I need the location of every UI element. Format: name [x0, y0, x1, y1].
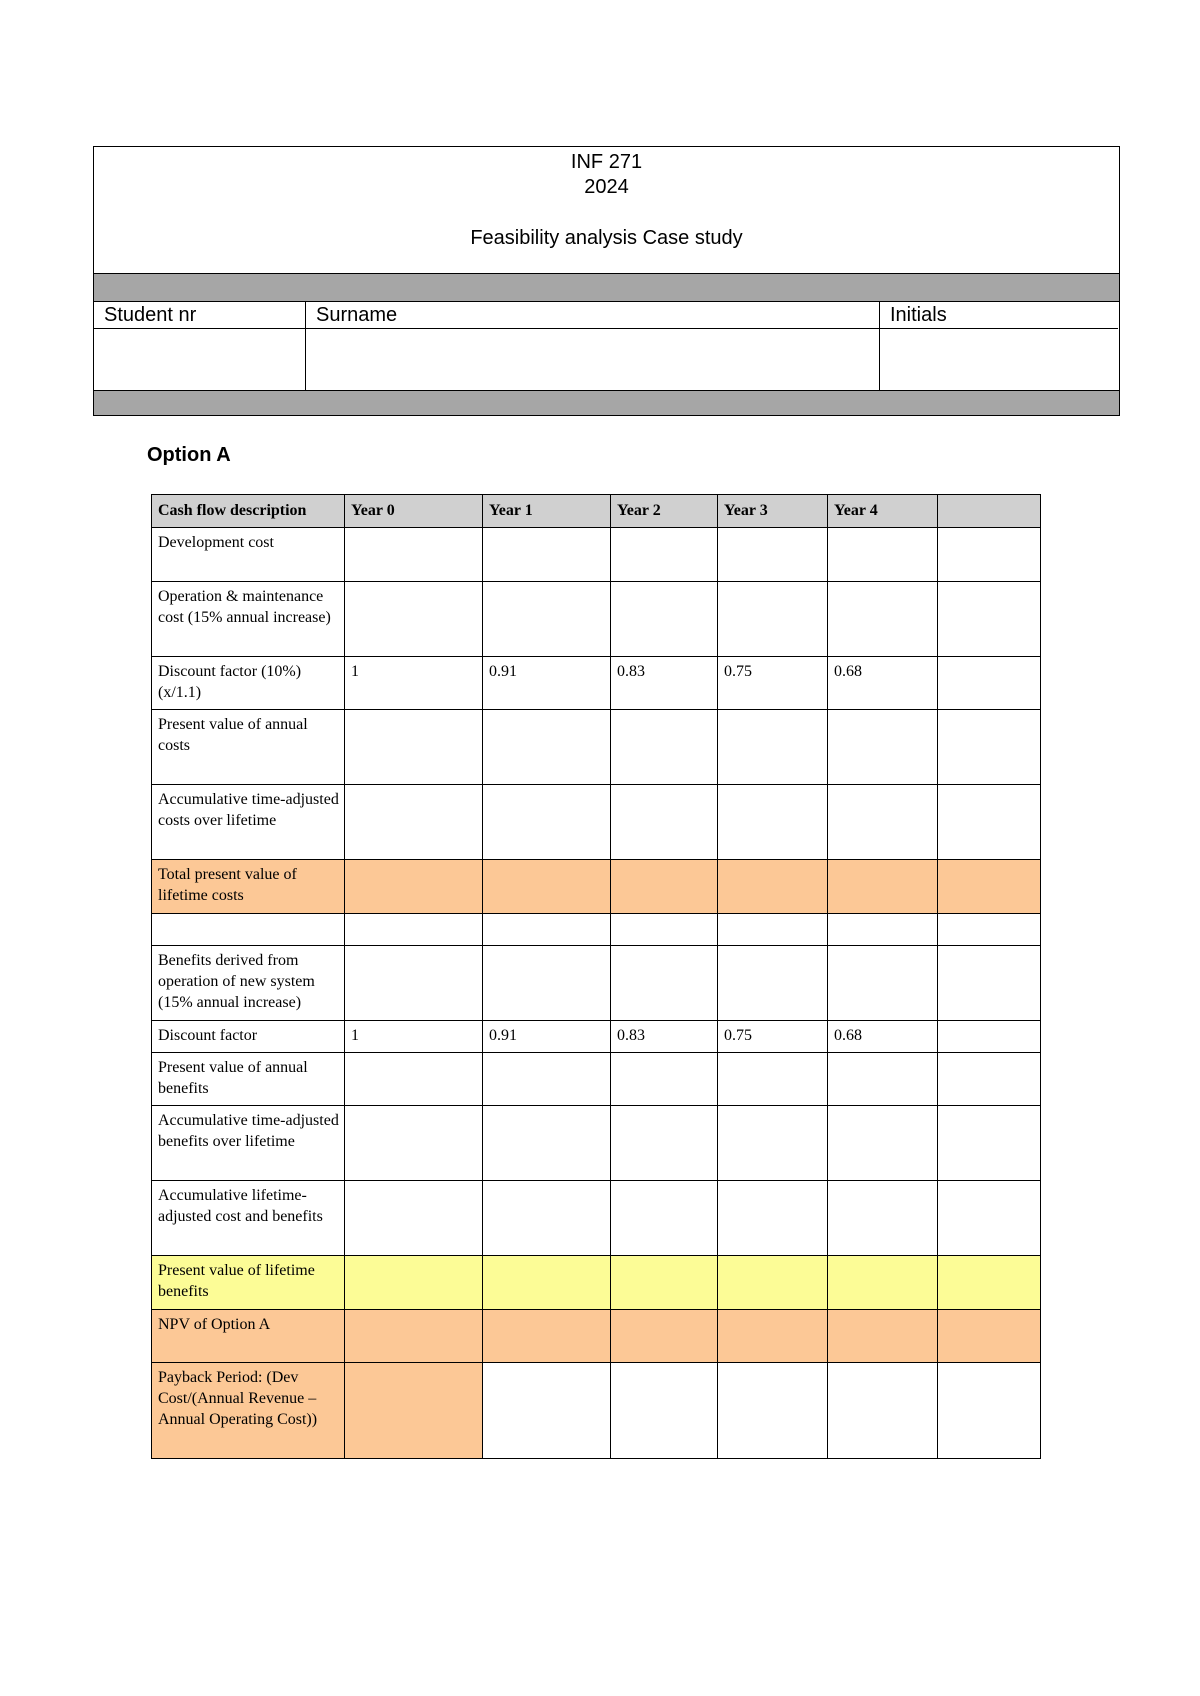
table-cell[interactable]	[611, 1053, 718, 1106]
table-cell[interactable]	[828, 710, 938, 785]
column-header: Year 2	[611, 495, 718, 528]
column-header: Year 1	[483, 495, 611, 528]
surname-label: Surname	[306, 302, 880, 329]
table-cell[interactable]	[718, 1181, 828, 1256]
table-cell[interactable]	[718, 1053, 828, 1106]
table-cell[interactable]	[938, 1021, 1041, 1053]
course-code: INF 271	[570, 151, 643, 173]
table-cell[interactable]	[611, 860, 718, 914]
table-cell[interactable]	[483, 946, 611, 1021]
grey-footer-bar	[94, 390, 1119, 415]
table-cell[interactable]	[483, 1363, 611, 1459]
table-cell[interactable]	[483, 1106, 611, 1181]
table-header-row	[152, 495, 1041, 528]
table-cell[interactable]	[718, 1363, 828, 1459]
table-cell[interactable]	[828, 1310, 938, 1363]
table-row	[152, 1181, 1041, 1256]
table-cell[interactable]	[938, 657, 1041, 710]
table-row	[152, 528, 1041, 582]
table-cell[interactable]: 0.68	[828, 1021, 938, 1053]
table-cell[interactable]	[345, 946, 483, 1021]
table-cell[interactable]: 0.75	[718, 657, 828, 710]
table-cell[interactable]	[938, 946, 1041, 1021]
table-cell[interactable]	[718, 946, 828, 1021]
table-cell[interactable]	[483, 860, 611, 914]
table-cell[interactable]	[718, 1310, 828, 1363]
table-cell[interactable]	[938, 1256, 1041, 1310]
table-cell[interactable]: 0.68	[828, 657, 938, 710]
table-cell[interactable]	[611, 946, 718, 1021]
surname-field[interactable]	[306, 329, 880, 390]
table-cell[interactable]	[718, 582, 828, 657]
table-cell[interactable]	[828, 1181, 938, 1256]
column-header: Year 4	[828, 495, 938, 528]
table-cell[interactable]	[483, 528, 611, 582]
table-row	[152, 946, 1041, 1021]
table-cell[interactable]	[483, 914, 611, 946]
table-row	[152, 1053, 1041, 1106]
student-details-grid	[94, 302, 1119, 390]
table-cell[interactable]	[938, 785, 1041, 860]
table-cell[interactable]	[828, 1053, 938, 1106]
table-cell[interactable]	[718, 914, 828, 946]
cash-flow-table	[151, 494, 1041, 1459]
table-row-spacer	[152, 914, 1041, 946]
table-cell[interactable]	[611, 914, 718, 946]
table-row	[152, 1106, 1041, 1181]
table-cell[interactable]	[611, 1310, 718, 1363]
row-label: Operation & maintenance cost (15% annual increase)	[152, 582, 345, 657]
table-cell[interactable]	[828, 946, 938, 1021]
table-cell[interactable]	[483, 1256, 611, 1310]
table-cell[interactable]	[828, 1363, 938, 1459]
table-cell[interactable]	[611, 1106, 718, 1181]
table-cell[interactable]	[718, 528, 828, 582]
table-cell[interactable]	[718, 860, 828, 914]
table-cell[interactable]	[938, 860, 1041, 914]
table-cell[interactable]	[938, 1106, 1041, 1181]
table-cell[interactable]	[345, 528, 483, 582]
table-cell[interactable]	[611, 785, 718, 860]
course-year: 2024	[584, 176, 629, 198]
row-label: Payback Period: (Dev Cost/(Annual Revenue – Annual Operating Cost))	[152, 1363, 345, 1459]
table-row-npv	[152, 1310, 1041, 1363]
column-header: Year 0	[345, 495, 483, 528]
table-cell[interactable]	[345, 582, 483, 657]
table-cell[interactable]	[938, 1363, 1041, 1459]
row-label: Development cost	[152, 528, 345, 582]
table-cell[interactable]	[938, 528, 1041, 582]
row-label: Present value of annual benefits	[152, 1053, 345, 1106]
table-row	[152, 710, 1041, 785]
table-cell[interactable]	[611, 582, 718, 657]
row-label	[152, 914, 345, 946]
table-cell[interactable]	[718, 1106, 828, 1181]
row-label: NPV of Option A	[152, 1310, 345, 1363]
row-label: Accumulative lifetime-adjusted cost and benefits	[152, 1181, 345, 1256]
table-cell[interactable]	[611, 1256, 718, 1310]
table-cell[interactable]	[345, 785, 483, 860]
table-cell[interactable]	[828, 860, 938, 914]
table-cell[interactable]	[483, 785, 611, 860]
table-cell[interactable]: 0.83	[611, 657, 718, 710]
section-heading: Option A	[147, 444, 231, 466]
initials-label: Initials	[880, 302, 1118, 329]
table-row	[152, 1021, 1041, 1053]
table-cell[interactable]	[828, 785, 938, 860]
table-cell[interactable]: 0.83	[611, 1021, 718, 1053]
row-label: Present value of lifetime benefits	[152, 1256, 345, 1310]
table-cell[interactable]	[828, 1106, 938, 1181]
table-cell[interactable]	[938, 710, 1041, 785]
table-row-total-costs	[152, 860, 1041, 914]
row-label: Present value of annual costs	[152, 710, 345, 785]
table-row-payback	[152, 1363, 1041, 1459]
table-cell[interactable]	[938, 914, 1041, 946]
table-cell[interactable]	[483, 1310, 611, 1363]
column-header	[938, 495, 1041, 528]
column-header: Cash flow description	[152, 495, 345, 528]
table-cell[interactable]: 0.75	[718, 1021, 828, 1053]
table-cell[interactable]	[828, 582, 938, 657]
table-cell[interactable]	[828, 528, 938, 582]
row-label: Accumulative time-adjusted benefits over lifetime	[152, 1106, 345, 1181]
table-cell[interactable]	[345, 1053, 483, 1106]
table-cell[interactable]	[345, 1181, 483, 1256]
row-label: Total present value of lifetime costs	[152, 860, 345, 914]
document-title: Feasibility analysis Case study	[470, 227, 743, 249]
table-cell[interactable]	[718, 710, 828, 785]
row-label: Discount factor (10%) (x/1.1)	[152, 657, 345, 710]
table-cell[interactable]	[828, 1256, 938, 1310]
table-cell[interactable]	[345, 1310, 483, 1363]
table-row-lifetime-benefits	[152, 1256, 1041, 1310]
table-row	[152, 582, 1041, 657]
table-cell[interactable]	[718, 1256, 828, 1310]
table-cell[interactable]	[718, 785, 828, 860]
table-cell[interactable]	[938, 1053, 1041, 1106]
table-cell[interactable]	[938, 1181, 1041, 1256]
table-cell[interactable]: 1	[345, 1021, 483, 1053]
table-cell[interactable]	[828, 914, 938, 946]
table-cell[interactable]	[345, 860, 483, 914]
table-cell[interactable]	[345, 1363, 483, 1459]
table-cell[interactable]	[345, 1256, 483, 1310]
initials-field[interactable]	[880, 329, 1118, 390]
table-cell[interactable]	[938, 582, 1041, 657]
table-cell[interactable]	[483, 1181, 611, 1256]
table-cell[interactable]	[483, 710, 611, 785]
table-row	[152, 785, 1041, 860]
table-cell[interactable]	[611, 528, 718, 582]
table-cell[interactable]	[345, 914, 483, 946]
table-cell[interactable]: 1	[345, 657, 483, 710]
table-row	[152, 657, 1041, 710]
table-cell[interactable]	[611, 710, 718, 785]
table-cell[interactable]: 0.91	[483, 1021, 611, 1053]
row-label: Benefits derived from operation of new system (15% annual increase)	[152, 946, 345, 1021]
student-nr-label: Student nr	[94, 302, 306, 329]
table-cell[interactable]	[938, 1310, 1041, 1363]
column-header: Year 3	[718, 495, 828, 528]
table-cell[interactable]	[611, 1181, 718, 1256]
document-header-box	[93, 146, 1120, 416]
table-cell[interactable]	[611, 1363, 718, 1459]
row-label: Discount factor	[152, 1021, 345, 1053]
table-cell[interactable]: 0.91	[483, 657, 611, 710]
title-block	[94, 147, 1119, 274]
table-cell[interactable]	[345, 710, 483, 785]
grey-separator-bar	[94, 274, 1119, 302]
table-cell[interactable]	[483, 1053, 611, 1106]
row-label: Accumulative time-adjusted costs over lifetime	[152, 785, 345, 860]
student-nr-field[interactable]	[94, 329, 306, 390]
table-cell[interactable]	[345, 1106, 483, 1181]
table-cell[interactable]	[483, 582, 611, 657]
